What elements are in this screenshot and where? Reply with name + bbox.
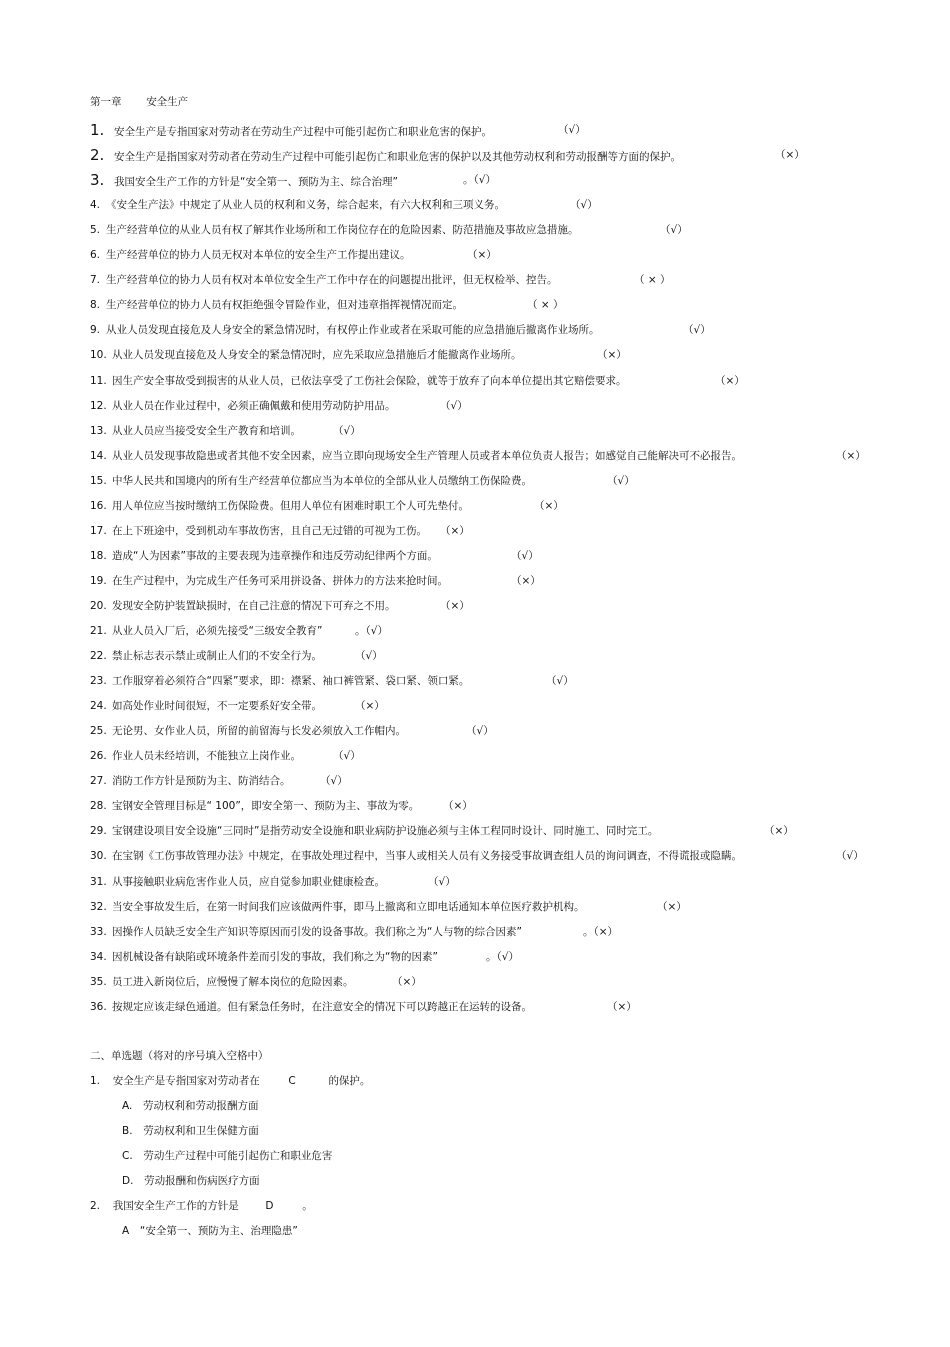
tf-item-text: 消防工作方针是预防为主、防消结合。 xyxy=(112,775,291,787)
tf-item-number: 16. xyxy=(90,500,107,512)
tf-item-text: 造成“人为因素”事故的主要表现为违章操作和违反劳动纪律两个方面。 xyxy=(112,550,438,562)
tf-item-number: 24. xyxy=(90,700,107,712)
tf-item-text: 安全生产是指国家对劳动者在劳动生产过程中可能引起伤亡和职业危害的保护以及其他劳动权利和劳动报酬等方面的保护。 xyxy=(114,151,681,163)
option-text: “安全第一、预防为主、治理隐患” xyxy=(139,1225,298,1237)
tf-item-number: 19. xyxy=(90,575,107,587)
tf-item-text: 宝钢安全管理目标是“ 100”，即安全第一、预防为主、事故为零。 xyxy=(112,800,420,812)
tf-item-number: 11. xyxy=(90,375,107,387)
tf-item-answer: （×） xyxy=(443,800,473,812)
tf-item-text: 宝钢建设项目安全设施“三同时”是指劳动安全设施和职业病防护设施必须与主体工程同时设计、同时施工、同时完工。 xyxy=(112,825,659,837)
tf-item-text: 从业人员在作业过程中，必须正确佩戴和使用劳动防护用品。 xyxy=(112,400,396,412)
tf-item-answer: 。（√） xyxy=(355,625,388,637)
tf-item-text: 从业人员应当接受安全生产教育和培训。 xyxy=(112,425,301,437)
question-suffix: 。 xyxy=(302,1200,313,1212)
tf-item-number: 10. xyxy=(90,349,107,361)
tf-item-number: 7. xyxy=(90,274,101,286)
tf-item-number: 36. xyxy=(90,1001,107,1013)
tf-item xyxy=(90,749,301,763)
tf-item-text: 按规定应该走绿色通道。但有紧急任务时，在注意安全的情况下可以跨越正在运转的设备。 xyxy=(112,1001,532,1013)
tf-item-answer: （ × ） xyxy=(634,274,671,286)
tf-item xyxy=(90,549,438,563)
tf-item-text: 《安全生产法》中规定了从业人员的权利和义务，综合起来，有六大权利和三项义务。 xyxy=(106,199,505,211)
tf-item-answer: （×） xyxy=(715,375,745,387)
tf-item xyxy=(90,799,419,813)
tf-item xyxy=(90,724,406,738)
tf-item-answer: （×） xyxy=(607,1001,637,1013)
tf-item xyxy=(90,298,463,312)
question-answer: C xyxy=(288,1075,296,1087)
tf-item-text: 生产经营单位的从业人员有权了解其作业场所和工作岗位存在的危险因素、防范措施及事故应急措施。 xyxy=(106,224,579,236)
tf-item-number: 27. xyxy=(90,775,107,787)
tf-item-answer: （√） xyxy=(546,675,574,687)
option-key: A xyxy=(122,1225,130,1237)
tf-item-answer: （√） xyxy=(466,725,494,737)
tf-item xyxy=(90,524,427,538)
tf-item xyxy=(90,774,291,788)
tf-item-answer: （√） xyxy=(333,750,361,762)
tf-item-answer: （√） xyxy=(320,775,348,787)
tf-item xyxy=(90,424,301,438)
tf-item-text: 员工进入新岗位后，应慢慢了解本岗位的危险因素。 xyxy=(112,976,354,988)
tf-item-answer: 。（√） xyxy=(486,951,519,963)
option-key: D. xyxy=(122,1175,134,1187)
chapter-subtitle: 安全生产 xyxy=(146,96,189,108)
option-text: 劳动生产过程中可能引起伤亡和职业危害 xyxy=(143,1150,333,1162)
tf-item-number: 2. xyxy=(90,146,105,164)
tf-item-number: 20. xyxy=(90,600,107,612)
tf-item-number: 26. xyxy=(90,750,107,762)
tf-item-answer: （×） xyxy=(440,525,470,537)
tf-item xyxy=(90,900,585,914)
tf-item-answer: （×） xyxy=(657,901,687,913)
tf-item-answer: （×） xyxy=(511,575,541,587)
option-key: B. xyxy=(122,1125,133,1137)
tf-item xyxy=(90,449,742,463)
tf-item-answer: （×） xyxy=(764,825,794,837)
tf-item-text: 发现安全防护装置缺损时，在自己注意的情况下可弃之不用。 xyxy=(112,600,396,612)
tf-item-answer: （×） xyxy=(392,976,422,988)
tf-item xyxy=(90,173,398,187)
tf-item-text: 作业人员未经培训，不能独立上岗作业。 xyxy=(112,750,301,762)
tf-item-number: 28. xyxy=(90,800,107,812)
section-heading: 二、单选题（将对的序号填入空格中） xyxy=(90,1050,269,1062)
tf-item-answer: （×） xyxy=(775,149,805,161)
question-prefix: 安全生产是专指国家对劳动者在 xyxy=(112,1075,260,1087)
tf-item-answer: （√） xyxy=(607,475,635,487)
chapter-title: 第一章 xyxy=(90,96,122,108)
tf-item-answer: （√） xyxy=(836,850,864,862)
option-key: A. xyxy=(122,1100,133,1112)
tf-item xyxy=(90,399,396,413)
tf-item-number: 21. xyxy=(90,625,107,637)
tf-item-number: 13. xyxy=(90,425,107,437)
tf-item-text: 安全生产是专指国家对劳动者在劳动生产过程中可能引起伤亡和职业危害的保护。 xyxy=(114,126,492,138)
tf-item xyxy=(90,499,469,513)
tf-item-text: 生产经营单位的协力人员有权对本单位安全生产工作中存在的问题提出批评，但无权检举、控告。 xyxy=(106,274,558,286)
tf-item-number: 9. xyxy=(90,324,101,336)
tf-item-number: 30. xyxy=(90,850,107,862)
tf-item-answer: （√） xyxy=(333,425,361,437)
chapter-heading xyxy=(90,95,188,109)
tf-item-number: 32. xyxy=(90,901,107,913)
tf-item xyxy=(90,123,492,137)
tf-item-answer: （√） xyxy=(428,876,456,888)
tf-item-answer: （×） xyxy=(355,700,385,712)
tf-item xyxy=(90,875,385,889)
option-b xyxy=(122,1124,259,1138)
option-a xyxy=(122,1099,259,1113)
tf-item-text: 在上下班途中，受到机动车事故伤害，且自己无过错的可视为工伤。 xyxy=(112,525,427,537)
tf-item xyxy=(90,273,558,287)
tf-item-number: 14. xyxy=(90,450,107,462)
tf-item-text: 生产经营单位的协力人员有权拒绝强令冒险作业，但对违章指挥视情况而定。 xyxy=(106,299,463,311)
tf-item-text: 生产经营单位的协力人员无权对本单位的安全生产工作提出建议。 xyxy=(106,249,411,261)
tf-item-number: 17. xyxy=(90,525,107,537)
tf-item-answer: （×） xyxy=(597,349,627,361)
tf-item-text: 无论男、女作业人员，所留的前留海与长发必须放入工作帽内。 xyxy=(112,725,406,737)
tf-item-answer: （√） xyxy=(558,124,586,136)
tf-item-number: 23. xyxy=(90,675,107,687)
tf-item xyxy=(90,925,522,939)
tf-item-text: 在宝钢《工伤事故管理办法》中规定，在事故处理过程中，当事人或相关人员有义务接受事故调查组人员的询问调查，不得谎报或隐瞒。 xyxy=(112,850,742,862)
tf-item-number: 12. xyxy=(90,400,107,412)
question-answer: D xyxy=(265,1200,274,1212)
tf-item-text: 如高处作业时间很短，不一定要系好安全带。 xyxy=(112,700,322,712)
tf-item xyxy=(90,674,469,688)
tf-item xyxy=(90,248,411,262)
question-1 xyxy=(90,1074,370,1088)
question-number: 1. xyxy=(90,1075,101,1087)
tf-item-answer: （ × ） xyxy=(527,299,564,311)
tf-item xyxy=(90,323,600,337)
tf-item-number: 29. xyxy=(90,825,107,837)
tf-item-number: 6. xyxy=(90,249,101,261)
tf-item xyxy=(90,574,448,588)
tf-item xyxy=(90,374,627,388)
question-2 xyxy=(90,1199,313,1213)
tf-item xyxy=(90,824,658,838)
tf-item xyxy=(90,975,354,989)
tf-item-number: 5. xyxy=(90,224,101,236)
tf-item-text: 从业人员入厂后，必须先接受“三级安全教育” xyxy=(112,625,323,637)
tf-item-text: 因操作人员缺乏安全生产知识等原因而引发的设备事故。我们称之为“人与物的综合因素” xyxy=(112,926,522,938)
tf-item xyxy=(90,624,322,638)
tf-item-number: 18. xyxy=(90,550,107,562)
tf-item-text: 当安全事故发生后，在第一时间我们应该做两件事，即马上撤离和立即电话通知本单位医疗救护机构。 xyxy=(112,901,585,913)
tf-item-answer: （×） xyxy=(534,500,564,512)
tf-item-text: 因机械设备有缺陷或环境条件差而引发的事故，我们称之为“物的因素” xyxy=(112,951,438,963)
tf-item xyxy=(90,950,438,964)
tf-item-answer: （√） xyxy=(683,324,711,336)
tf-item-number: 34. xyxy=(90,951,107,963)
tf-item-text: 我国安全生产工作的方针是“安全第一、预防为主、综合治理” xyxy=(114,176,398,188)
tf-item-answer: （√） xyxy=(511,550,539,562)
tf-item-answer: （×） xyxy=(836,450,866,462)
tf-item xyxy=(90,1000,532,1014)
tf-item-number: 25. xyxy=(90,725,107,737)
tf-item-text: 禁止标志表示禁止或制止人们的不安全行为。 xyxy=(112,650,322,662)
tf-item xyxy=(90,223,579,237)
tf-item-answer: （√） xyxy=(440,400,468,412)
tf-item-number: 22. xyxy=(90,650,107,662)
option-d xyxy=(122,1174,260,1188)
tf-item xyxy=(90,348,522,362)
tf-item xyxy=(90,699,322,713)
tf-item-answer: 。（×） xyxy=(583,926,619,938)
tf-item-number: 1. xyxy=(90,121,105,139)
tf-item-answer: （√） xyxy=(570,199,598,211)
tf-item-answer: （×） xyxy=(467,249,497,261)
tf-item-number: 8. xyxy=(90,299,101,311)
tf-item-number: 3. xyxy=(90,171,105,189)
tf-item-number: 4. xyxy=(90,199,101,211)
tf-item-text: 在生产过程中，为完成生产任务可采用拼设备、拼体力的方法来抢时间。 xyxy=(112,575,448,587)
tf-item-number: 35. xyxy=(90,976,107,988)
tf-item xyxy=(90,849,742,863)
option-text: 劳动权利和卫生保健方面 xyxy=(143,1125,259,1137)
tf-item-text: 从事接触职业病危害作业人员，应自觉参加职业健康检查。 xyxy=(112,876,385,888)
tf-item xyxy=(90,649,322,663)
tf-item xyxy=(90,474,532,488)
question-number: 2. xyxy=(90,1200,101,1212)
tf-item-text: 中华人民共和国境内的所有生产经营单位都应当为本单位的全部从业人员缴纳工伤保险费。 xyxy=(112,475,532,487)
tf-item xyxy=(90,198,505,212)
tf-item-text: 用人单位应当按时缴纳工伤保险费。但用人单位有困难时职工个人可先垫付。 xyxy=(112,500,469,512)
option-c xyxy=(122,1149,332,1163)
option-a xyxy=(122,1224,298,1238)
option-key: C. xyxy=(122,1150,133,1162)
option-text: 劳动权利和劳动报酬方面 xyxy=(143,1100,259,1112)
tf-item-number: 15. xyxy=(90,475,107,487)
tf-item-answer: （×） xyxy=(440,600,470,612)
question-suffix: 的保护。 xyxy=(328,1075,371,1087)
tf-item xyxy=(90,148,681,162)
question-prefix: 我国安全生产工作的方针是 xyxy=(112,1200,239,1212)
tf-item-text: 从业人员发现直接危及人身安全的紧急情况时，有权停止作业或者在采取可能的应急措施后撤离作业场所。 xyxy=(106,324,600,336)
tf-item-number: 33. xyxy=(90,926,107,938)
tf-item-number: 31. xyxy=(90,876,107,888)
tf-item-text: 工作服穿着必须符合“四紧”要求，即：襟紧、袖口裤管紧、袋口紧、领口紧。 xyxy=(112,675,470,687)
tf-item-text: 因生产安全事故受到损害的从业人员，已依法享受了工伤社会保险，就等于放弃了向本单位提出其它赔偿要求。 xyxy=(112,375,627,387)
tf-item-answer: （√） xyxy=(355,650,383,662)
tf-item-text: 从业人员发现直接危及人身安全的紧急情况时，应先采取应急措施后才能撤离作业场所。 xyxy=(112,349,522,361)
tf-item-text: 从业人员发现事故隐患或者其他不安全因素，应当立即向现场安全生产管理人员或者本单位负责人报告；如感觉自己能解决可不必报告。 xyxy=(112,450,742,462)
tf-item-answer: 。（√） xyxy=(463,174,496,186)
tf-item-answer: （√） xyxy=(660,224,688,236)
tf-item xyxy=(90,599,396,613)
option-text: 劳动报酬和伤病医疗方面 xyxy=(144,1175,260,1187)
